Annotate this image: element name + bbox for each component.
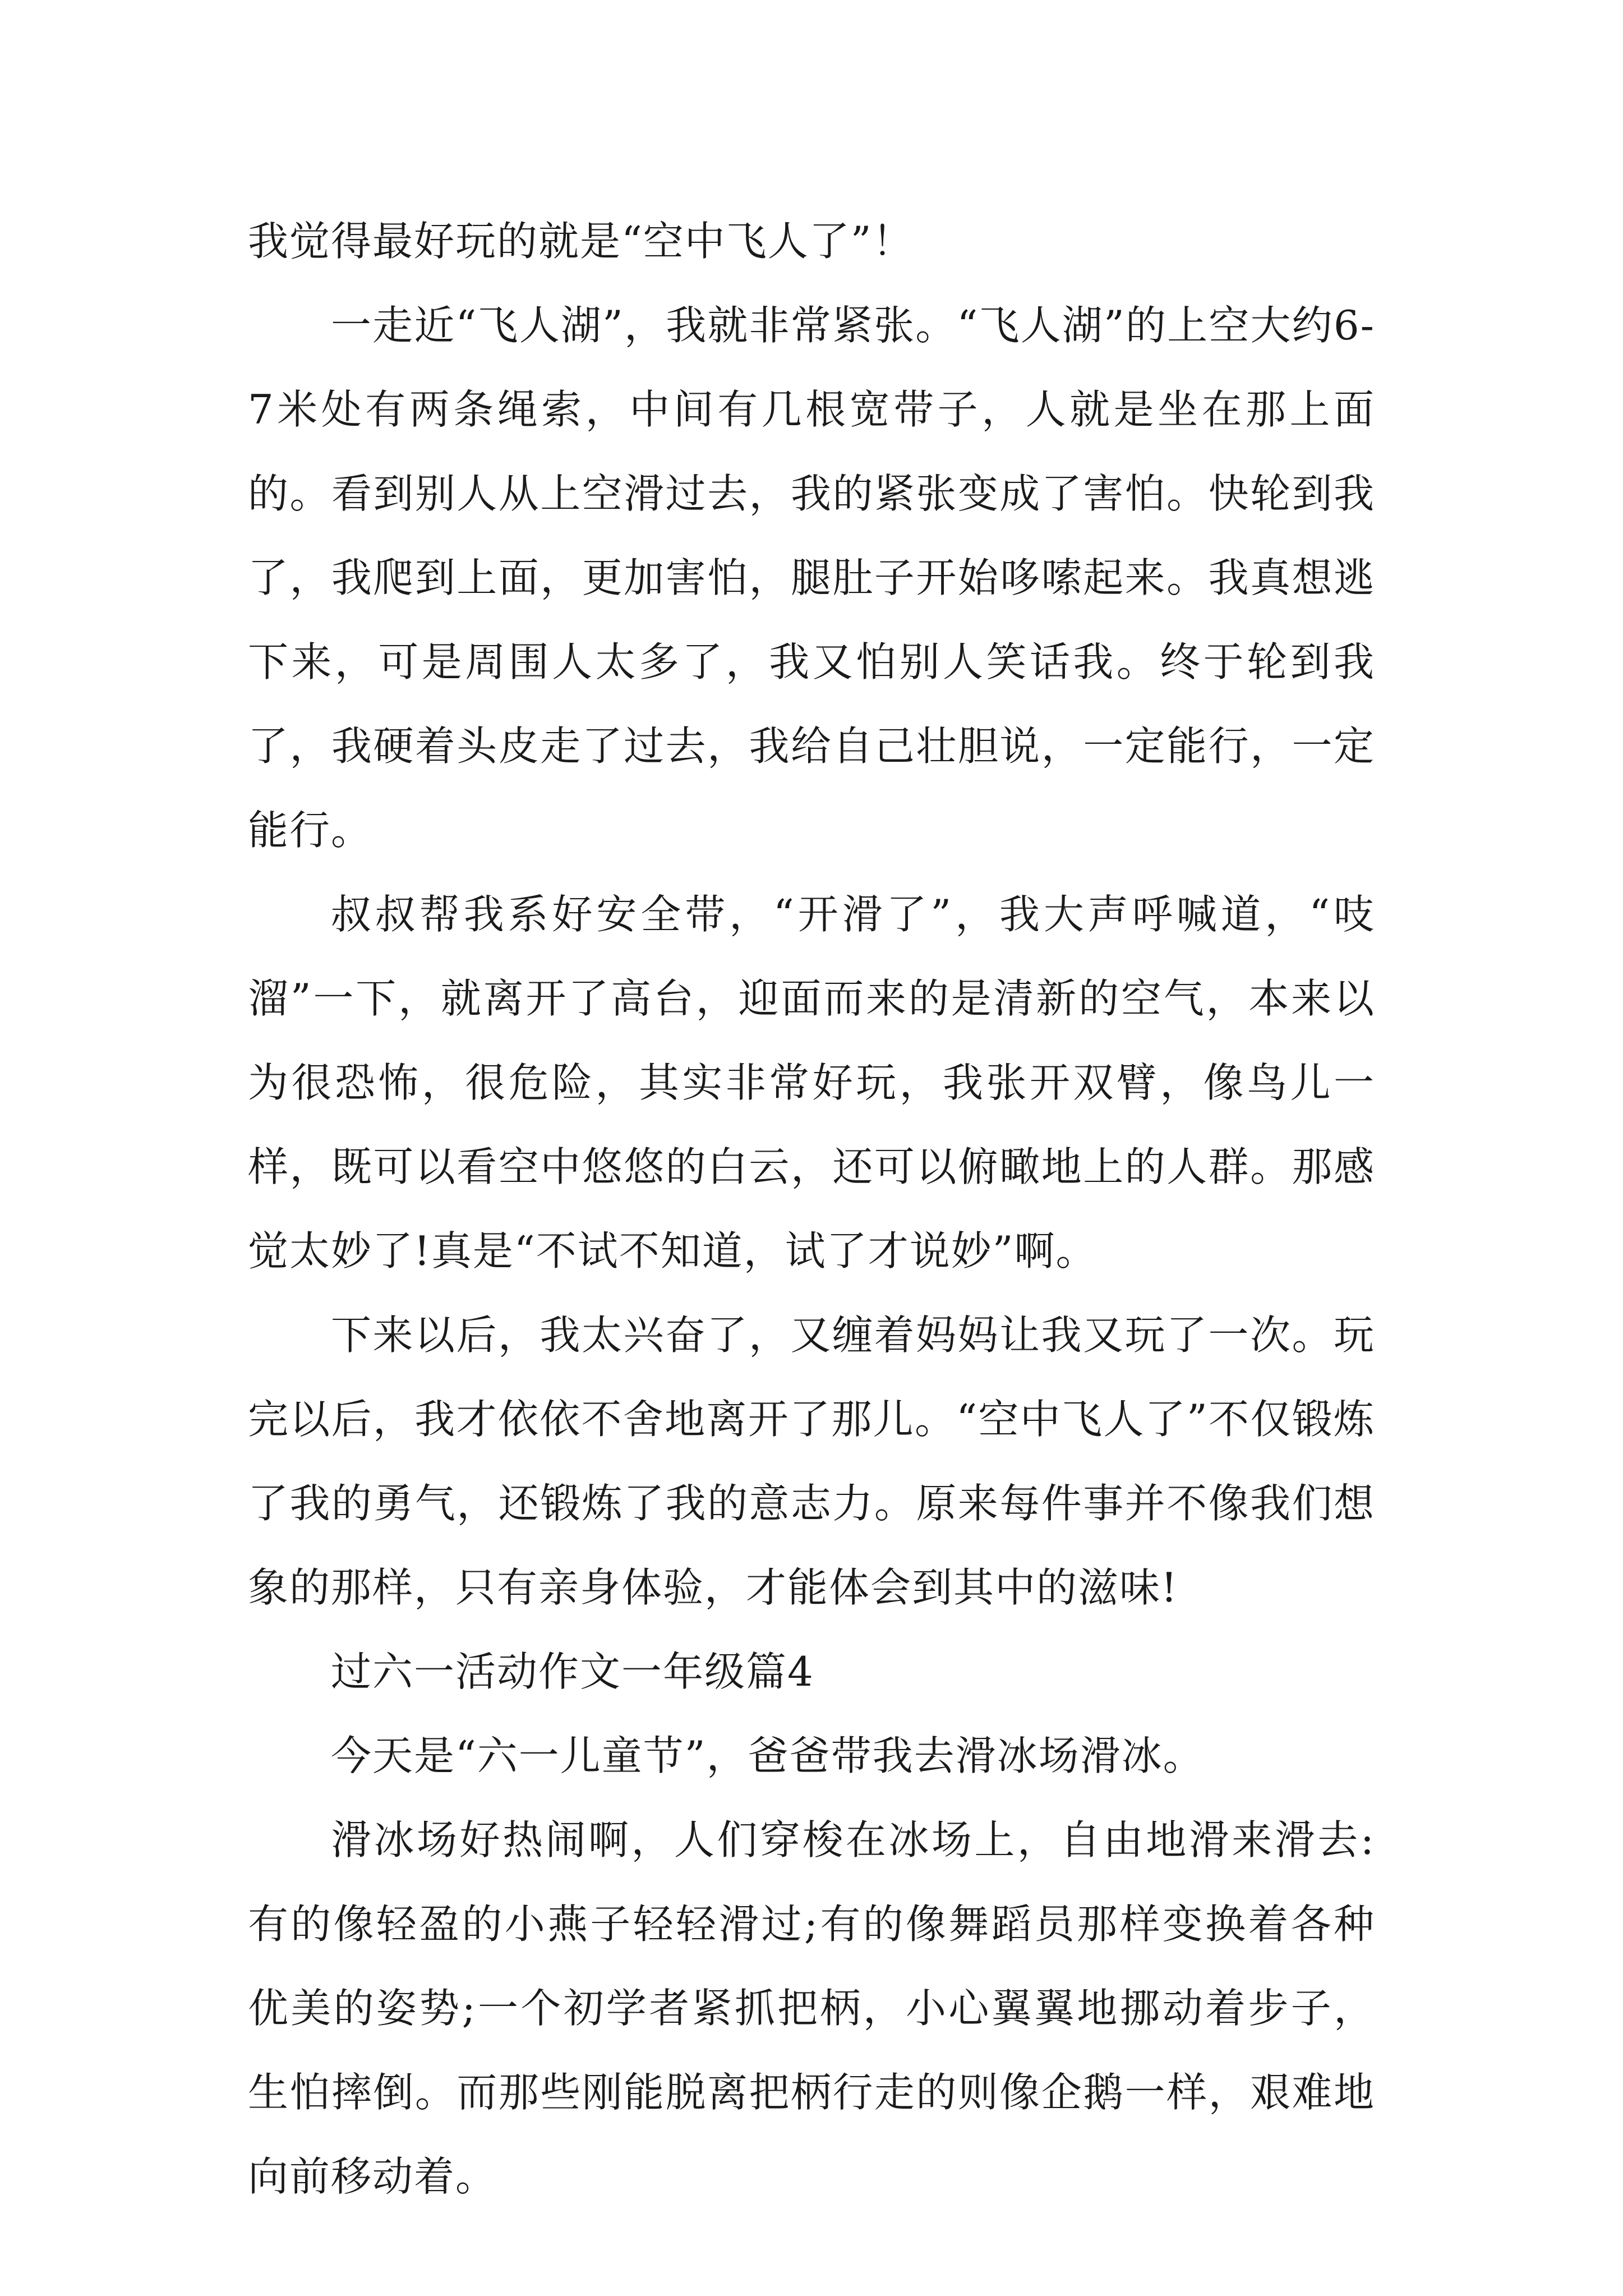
paragraph-4: 下来以后，我太兴奋了，又缠着妈妈让我又玩了一次。玩完以后，我才依依不舍地离开了那儿。“空中飞人了”不仅锻炼了我的勇气，还锻炼了我的意志力。原来每件事并不像我们想象的那样，只有亲身体验，才能体会到其中的滋味! — [248, 1312, 1375, 1611]
paragraph-5: 今天是“六一儿童节”，爸爸带我去滑冰场滑冰。 — [331, 1732, 1205, 1779]
paragraph-1: 我觉得最好玩的就是“空中飞人了”！ — [248, 218, 914, 265]
article-body — [248, 199, 1375, 2219]
paragraph-6: 滑冰场好热闹啊，人们穿梭在冰场上，自由地滑来滑去:有的像轻盈的小燕子轻轻滑过;有的像舞蹈员那样变换着各种优美的姿势;一个初学者紧抓把柄，小心翼翼地挪动着步子，生怕摔倒。而那些刚能脱离把柄行走的则像企鹅一样，艰难地向前移动着。 — [248, 1816, 1375, 2200]
section-heading: 过六一活动作文一年级篇4 — [331, 1648, 814, 1695]
paragraph-3: 叔叔帮我系好安全带，“开滑了”，我大声呼喊道，“吱溜”一下，就离开了高台，迎面而来的是清新的空气，本来以为很恐怖，很危险，其实非常好玩，我张开双臂，像鸟儿一样，既可以看空中悠悠的白云，还可以俯瞰地上的人群。那感觉太妙了!真是“不试不知道，试了才说妙”啊。 — [248, 891, 1375, 1274]
paragraph-2: 一走近“飞人湖”，我就非常紧张。“飞人湖”的上空大约6-7米处有两条绳索，中间有几根宽带子，人就是坐在那上面的。看到别人从上空滑过去，我的紧张变成了害怕。快轮到我了，我爬到上面，更加害怕，腿肚子开始哆嗦起来。我真想逃下来，可是周围人太多了，我又怕别人笑话我。终于轮到我了，我硬着头皮走了过去，我给自己壮胆说，一定能行，一定能行。 — [248, 302, 1375, 854]
